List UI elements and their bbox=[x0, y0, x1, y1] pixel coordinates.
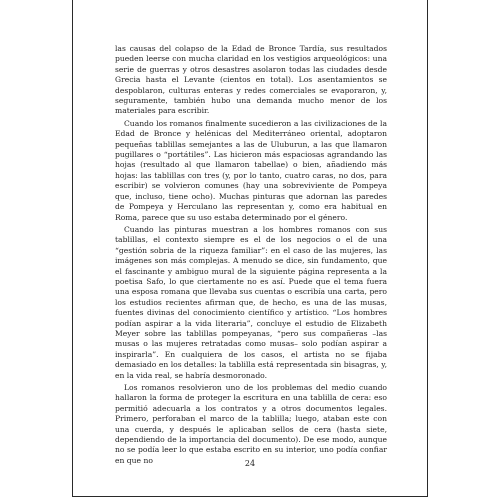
paragraph-3: Cuando las pinturas muestran a los hombres romanos con sus tablillas, el contexto siempre es el de los negocios o el de una “gestión sobria de la riqueza familiar”: en el caso de las mujeres, las imágenes son más complejas. A menudo se dice, sin fundamento, que el fascinante y ambiguo mural de la siguiente página representa a la poetisa Safo, lo que ciertamente no es así. Puede que el tema fuera una esposa romana que llevaba sus cuentas o escribía una carta, pero los estudios recientes afirman que, de hecho, es una de las musas, fuentes divinas del conocimiento científico y artístico. “Los hombres podían aspirar a la vida literaria”, concluye el estudio de Elizabeth Meyer sobre las tablillas pompeyanas, “pero sus compañeras –las musas o las mujeres retratadas como musas– solo podían aspirar a inspirarla”. En cualquiera de los casos, el artista no se fijaba demasiado en los detalles: la tablilla está representada sin bisagras, y, en la vida real, se habría desmoronado. bbox=[115, 224, 387, 380]
book-page bbox=[72, 0, 428, 497]
body-text bbox=[115, 44, 387, 466]
page-number: 24 bbox=[244, 459, 256, 468]
paragraph-4: Los romanos resolvieron uno de los problemas del medio cuando hallaron la forma de proteger la escritura en una tablilla de cera: eso permitió adecuarla a los contratos y a otros documentos legales. Primero, perforaban el marco de la tablilla; luego, ataban este con una cuerda, y después le aplicaban sellos de cera (hasta siete, dependiendo de la importancia del documento). De ese modo, aunque no se podía leer lo que estaba escrito en su interior, uno podía confiar en que no bbox=[115, 383, 387, 465]
paragraph-1: las causas del colapso de la Edad de Bronce Tardía, sus resultados pueden leerse con mucha claridad en los vestigios arqueológicos: una serie de guerras y otros desastres asolaron todas las ciudades desde Grecia hasta el Levante (cientos en total). Los asentamientos se despoblaron, culturas enteras y redes comerciales se evaporaron, y, seguramente, también hubo una demanda mucho menor de los materiales para escribir. bbox=[115, 44, 387, 116]
paragraph-2: Cuando los romanos finalmente sucedieron a las civilizaciones de la Edad de Bronce y helénicas del Mediterráneo oriental, adoptaron pequeñas tablillas semejantes a las de Uluburun, a las que llamaron pugillares o “portátiles”. Las hicieron más espaciosas agrandando las hojas (resultado al que llamaron tabellae) o bien, añadiendo más hojas: las tablillas con tres (y, por lo tanto, cuatro caras, no dos, para escribir) se volvieron comunes (hay una sobreviviente de Pompeya que, incluso, tiene ocho). Muchas pinturas que adornan las paredes de Pompeya y Herculano las representan y, como era habitual en Roma, parece que su uso estaba determinado por el género. bbox=[115, 118, 387, 222]
